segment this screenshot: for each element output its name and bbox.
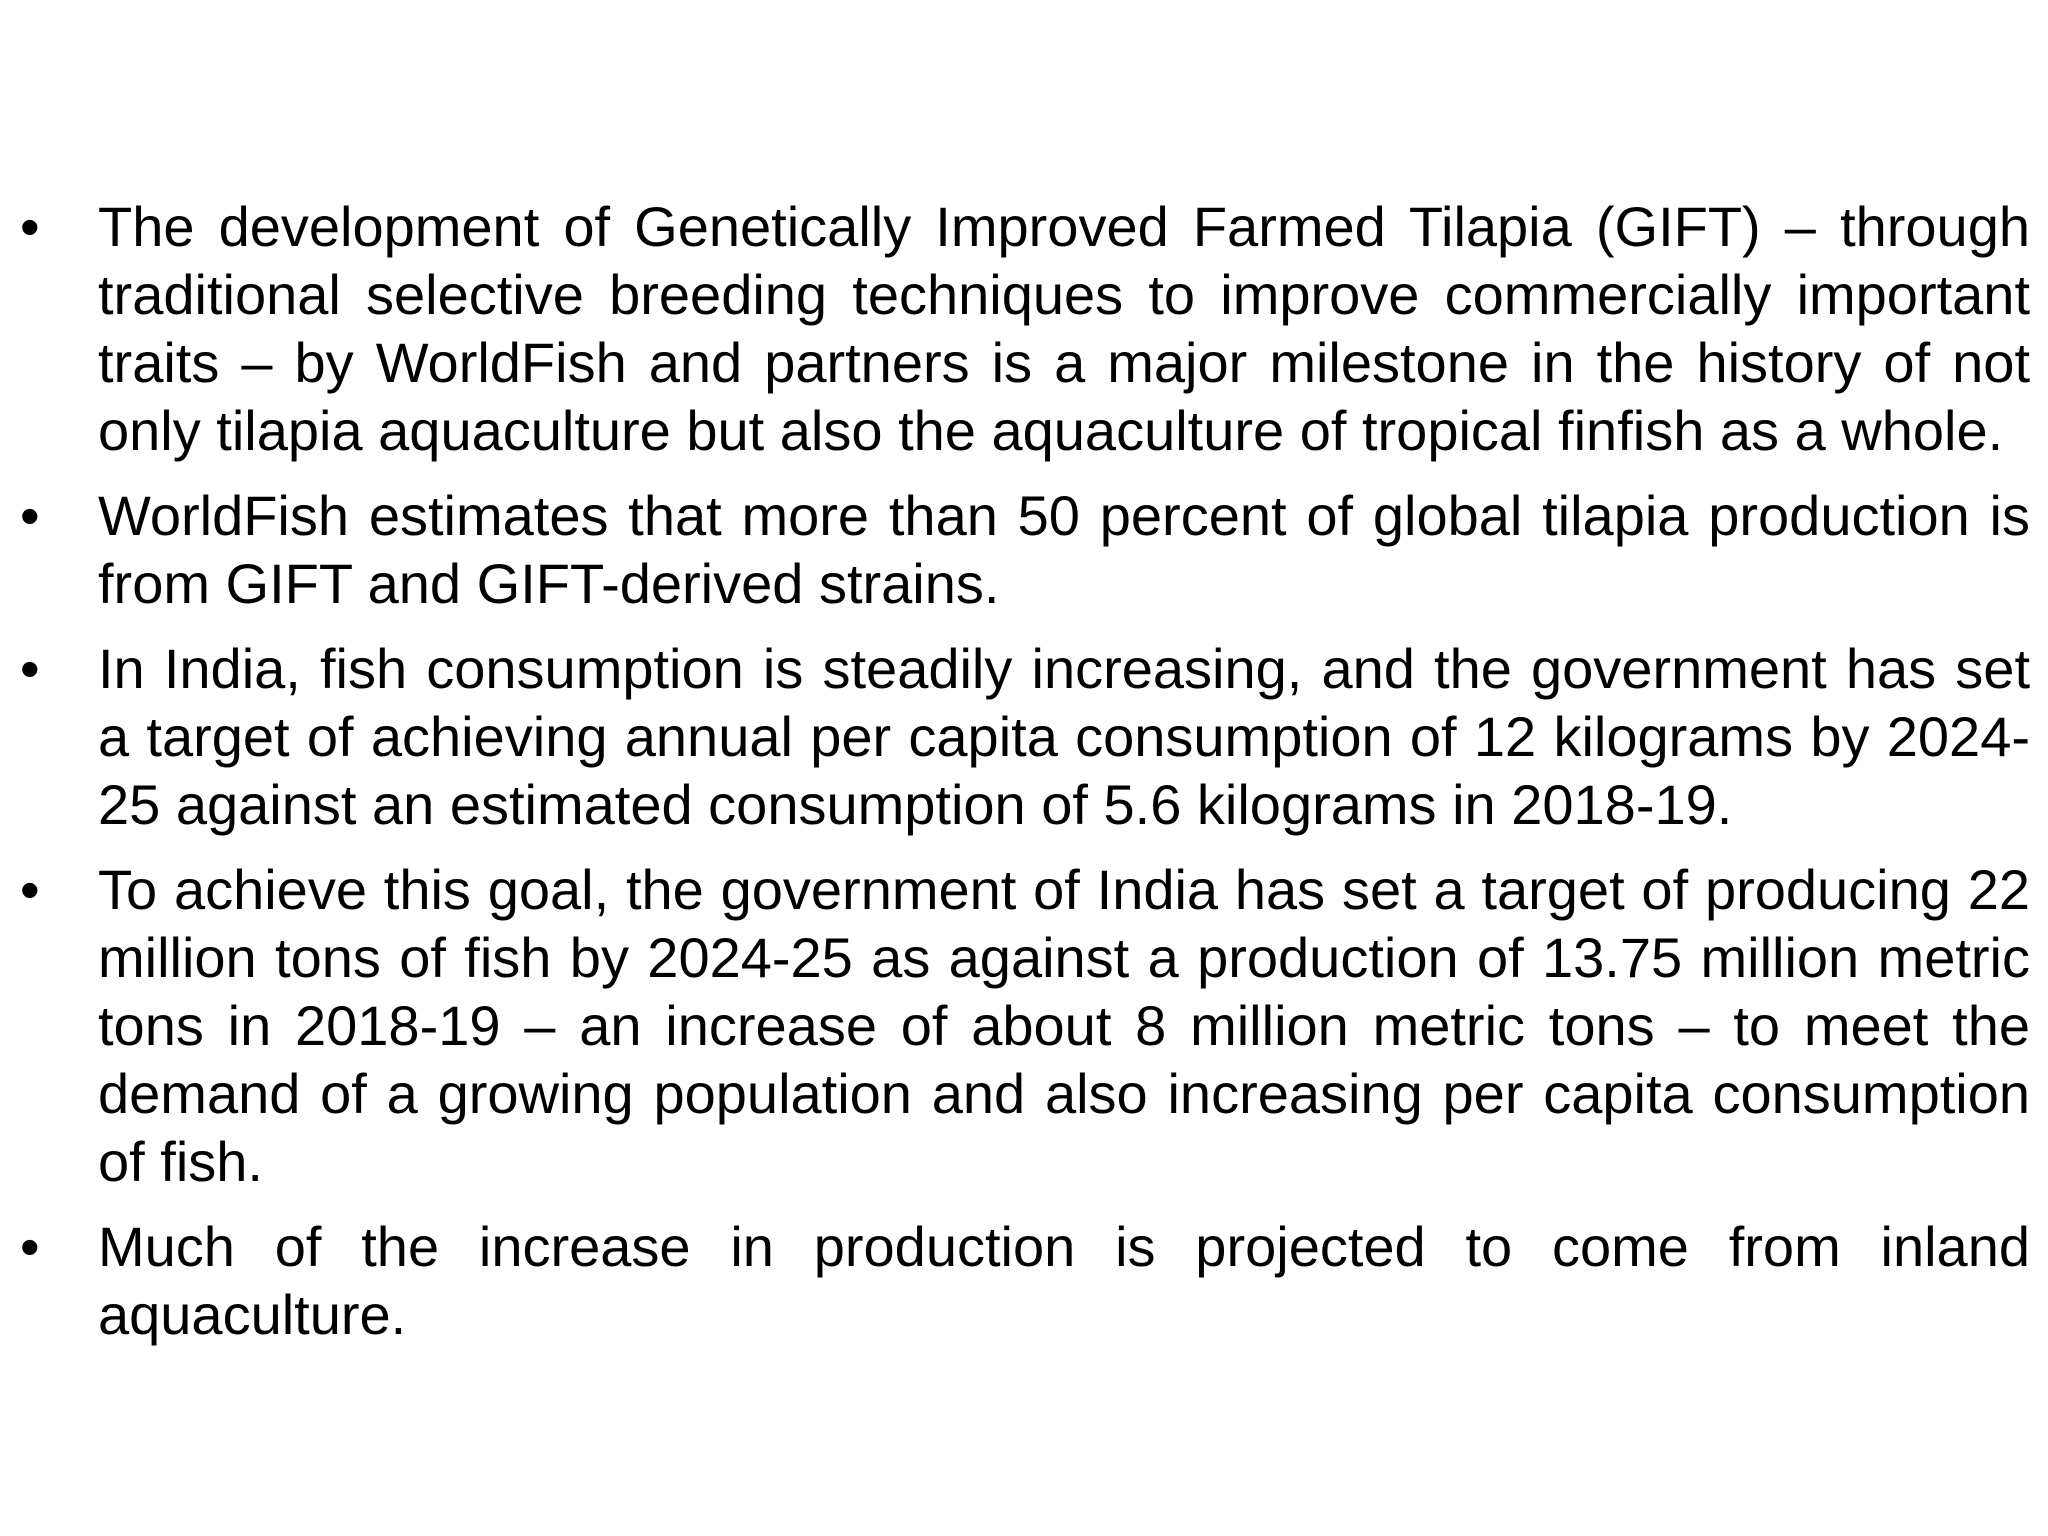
bullet-dot-icon: • bbox=[20, 195, 40, 258]
bullet-dot-icon: • bbox=[20, 858, 40, 921]
bullet-text: Much of the increase in production is projected to come from inland aquaculture. bbox=[98, 1215, 2030, 1346]
bullet-text: In India, fish consumption is steadily increasing, and the government has set a target of achieving annual per capita consumption of 12 kilograms by 2024-25 against an estimated consumption of 5.6 kilograms in 2018-19. bbox=[98, 637, 2030, 836]
bullet-item-production-target bbox=[20, 856, 2030, 1196]
bullet-item-gift-development bbox=[20, 193, 2030, 465]
bullet-text: WorldFish estimates that more than 50 percent of global tilapia production is from GIFT and GIFT-derived strains. bbox=[98, 484, 2030, 615]
bullet-item-inland-aquaculture bbox=[20, 1213, 2030, 1349]
bullet-list bbox=[20, 193, 2030, 1349]
bullet-dot-icon: • bbox=[20, 1215, 40, 1278]
bullet-dot-icon: • bbox=[20, 484, 40, 547]
bullet-text: The development of Genetically Improved Farmed Tilapia (GIFT) – through traditional selective breeding techniques to improve commercially important traits – by WorldFish and partners is a major milestone in the history of not only tilapia aquaculture but also the aquaculture of tropical finfish as a whole. bbox=[98, 195, 2030, 462]
bullet-item-worldfish-estimate bbox=[20, 482, 2030, 618]
bullet-item-india-consumption bbox=[20, 635, 2030, 839]
bullet-dot-icon: • bbox=[20, 637, 40, 700]
bullet-text: To achieve this goal, the government of India has set a target of producing 22 million tons of fish by 2024-25 as against a production of 13.75 million metric tons in 2018-19 – an increase of about 8 million metric tons – to meet the demand of a growing population and also increasing per capita consumption of fish. bbox=[98, 858, 2030, 1193]
